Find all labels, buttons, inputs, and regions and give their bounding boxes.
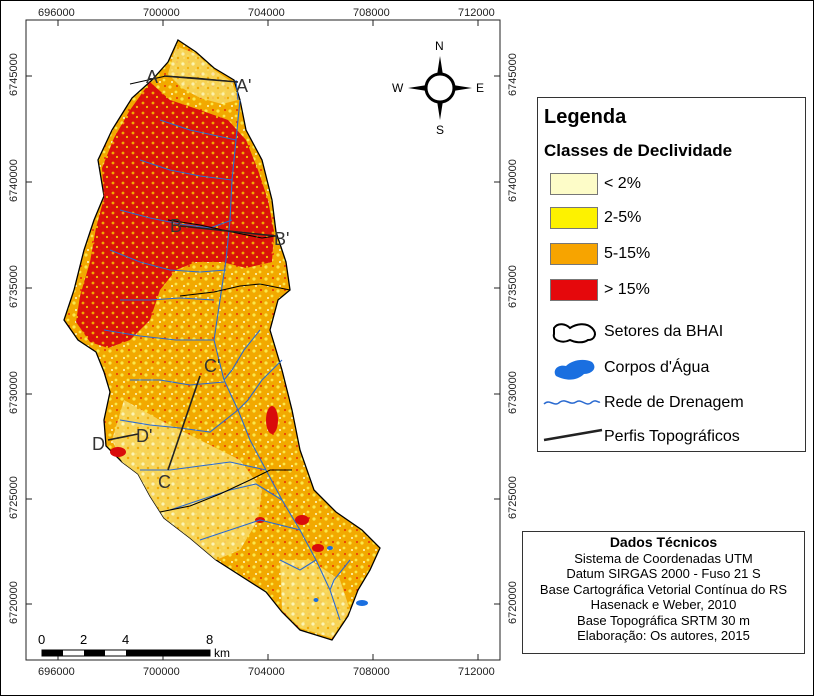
y-coordinate-labels-right [507,53,519,624]
legend-subtitle: Classes de Declividade [544,141,733,160]
legend-label-class-3: 5-15% [604,245,651,262]
water-body [327,546,333,550]
profile-label-d: D [92,434,105,454]
y-tick-label: 6740000 [507,159,519,202]
legend-title: Legenda [544,106,627,128]
scale-label-2: 2 [80,632,88,647]
profile-label-a-prime: A' [236,76,252,96]
y-tick-label: 6725000 [507,476,519,519]
x-coordinate-labels-top [38,7,495,19]
x-tick-label: 708000 [353,7,390,19]
water-body-icon [548,356,600,384]
legend-label-class-2: 2-5% [604,209,642,226]
legend-swatch-class-3 [550,243,598,265]
profile-label-b-prime: B' [274,229,290,249]
y-tick-label: 6745000 [507,53,519,96]
technical-line: Elaboração: Os autores, 2015 [577,628,750,643]
legend-label-drainage: Rede de Drenagem [604,394,744,411]
technical-line: Sistema de Coordenadas UTM [574,550,753,566]
legend-label-class-4: > 15% [604,281,650,298]
profile-label-c-prime: C' [204,356,221,376]
steep-patch [266,406,278,434]
y-tick-label: 6735000 [507,265,519,308]
legend-label-class-1: < 2% [604,175,641,192]
legend-label-sectors: Setores da BHAI [604,323,724,340]
sector-outline-icon [548,320,600,346]
y-tick-label: 6745000 [8,53,20,96]
compass-s: S [436,123,445,137]
legend-swatch-class-2 [550,207,598,229]
technical-data-box [522,531,805,654]
scale-label-4: 4 [122,632,130,647]
scale-label-8: 8 [206,632,214,647]
y-tick-label: 6735000 [8,265,20,308]
y-tick-label: 6740000 [8,159,20,202]
legend-label-profiles: Perfis Topográficos [604,428,740,445]
y-tick-label: 6730000 [8,371,20,414]
technical-line: Base Cartográfica Vetorial Contínua do RS [539,581,788,597]
x-tick-label: 696000 [38,666,75,678]
steep-patch [312,544,324,552]
x-tick-label: 704000 [248,7,285,19]
profile-label-a: A [146,67,159,87]
water-body [314,598,319,602]
legend-label-water-bodies: Corpos d'Água [604,359,710,376]
profile-label-b: B [170,216,183,236]
scale-label-0: 0 [38,632,46,647]
x-tick-label: 712000 [458,7,495,19]
x-coordinate-labels-bottom [38,666,495,678]
technical-line: Base Topográfica SRTM 30 m [577,612,750,628]
compass-e: E [476,81,485,95]
water-body [356,600,368,606]
technical-line: Datum SIRGAS 2000 - Fuso 21 S [566,566,761,581]
y-tick-label: 6730000 [507,371,519,414]
technical-line: Hasenack e Weber, 2010 [590,597,737,612]
y-coordinate-labels-left [8,53,20,624]
x-tick-label: 708000 [353,666,390,678]
profile-line-icon [542,426,604,444]
y-tick-label: 6725000 [8,476,20,519]
legend-box [537,97,806,452]
legend-swatch-class-4 [550,279,598,301]
profile-label-d-prime: D' [136,426,153,446]
steep-patch [295,515,309,525]
x-tick-label: 700000 [143,666,180,678]
legend-swatch-class-1 [550,173,598,195]
steep-patch [110,447,126,457]
compass-n: N [435,39,444,53]
compass-w: W [392,81,404,95]
profile-label-c: C [158,472,171,492]
scale-unit: km [214,646,230,660]
x-tick-label: 700000 [143,7,180,19]
x-tick-label: 704000 [248,666,285,678]
drainage-line-icon [542,396,602,410]
x-tick-label: 712000 [458,666,495,678]
y-tick-label: 6720000 [8,581,20,624]
y-tick-label: 6720000 [507,581,519,624]
x-tick-label: 696000 [38,7,75,19]
technical-title: Dados Técnicos [609,534,718,550]
